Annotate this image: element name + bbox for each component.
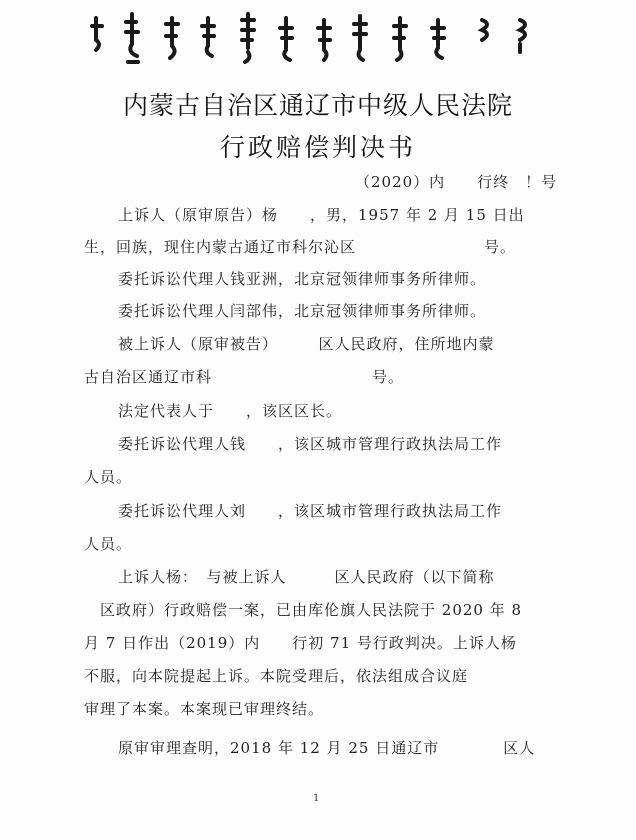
body-line: 人员。	[84, 535, 133, 553]
body-line: 法定代表人于 ，该区区长。	[118, 402, 343, 420]
body-line: 上诉人（原审原告）杨 ，男，1957 年 2 月 15 日出	[118, 206, 525, 224]
body-line: 原审审理查明，2018 年 12 月 25 日通辽市 区人	[118, 739, 536, 757]
body-line: 委托诉讼代理人钱亚洲，北京冠领律师事务所律师。	[118, 270, 487, 288]
body-line: 生，回族，现住内蒙古通辽市科尔沁区 号。	[84, 238, 517, 256]
body-line: 上诉人杨： 与被上诉人 区人民政府（以下简称	[118, 568, 495, 586]
body-line: 不服，向本院提起上诉。本院受理后，依法组成合议庭	[84, 667, 469, 685]
body-line: 人员。	[84, 468, 133, 486]
mongolian-script-header	[88, 10, 558, 72]
document-title: 行政赔偿判决书	[219, 133, 416, 162]
body-line: 区政府）行政赔偿一案，已由库伦旗人民法院于 2020 年 8	[84, 601, 523, 619]
page-number: 1	[313, 793, 320, 804]
body-line: 审理了本案。本案现已审理终结。	[84, 700, 325, 718]
body-line: 被上诉人（原审被告） 区人民政府，住所地内蒙	[118, 335, 495, 353]
court-name: 内蒙古自治区通辽市中级人民法院	[122, 91, 513, 120]
body-line: 委托诉讼代理人钱 ，该区城市管理行政执法局工作	[118, 435, 503, 453]
body-line: 委托诉讼代理人刘 ，该区城市管理行政执法局工作	[118, 502, 503, 520]
body-line: 委托诉讼代理人闫部伟，北京冠领律师事务所律师。	[118, 302, 487, 320]
page-edge	[622, 0, 636, 840]
body-line: 月 7 日作出（2019）内 行初 71 号行政判决。上诉人杨	[84, 634, 517, 652]
case-number: （2020）内 行终 ！号	[355, 173, 558, 191]
body-line: 古自治区通辽市科 号。	[84, 368, 405, 386]
